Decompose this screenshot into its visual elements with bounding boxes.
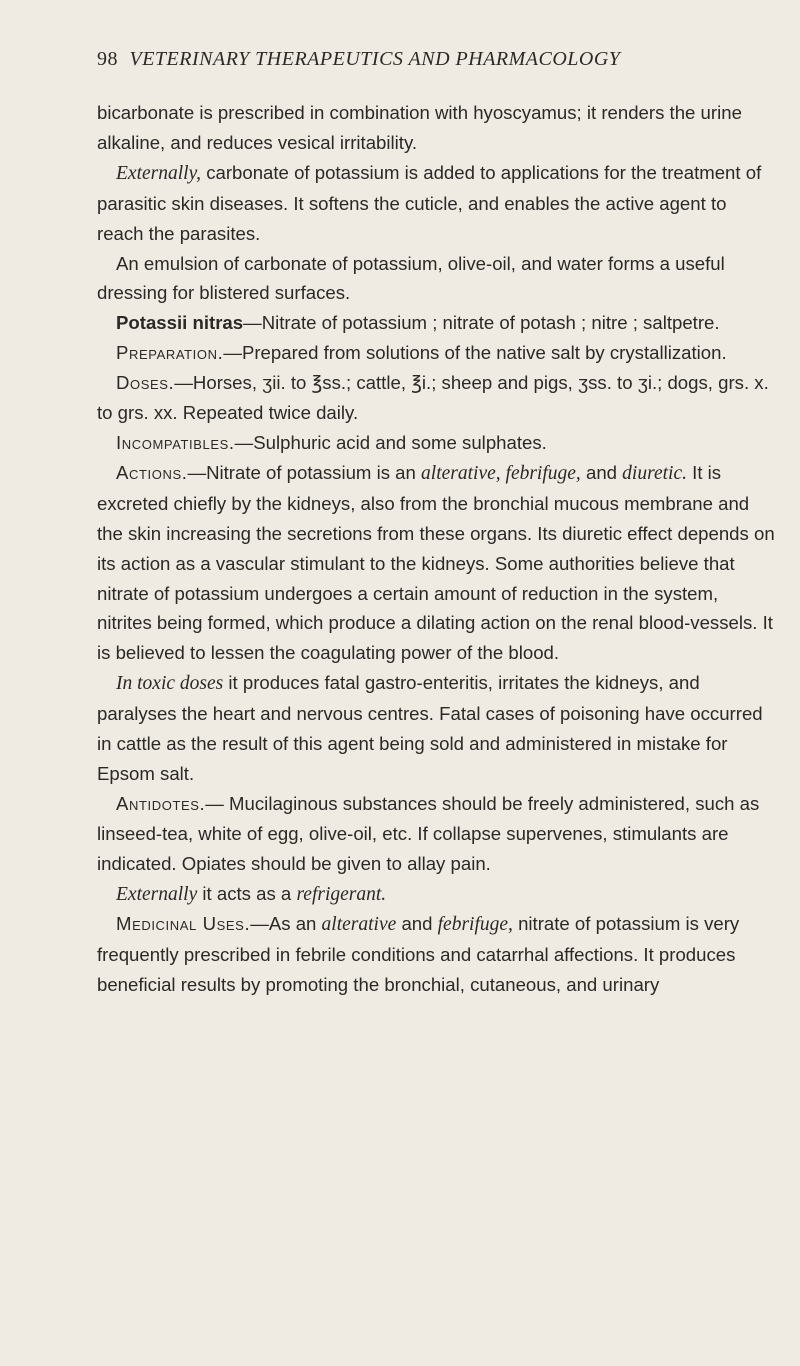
paragraph-incompatibles bbox=[97, 428, 777, 458]
paragraph-text: —Nitrate of potassium ; nitrate of potash ; nitre ; saltpetre. bbox=[243, 312, 720, 334]
paragraph-text: it produces fatal gastro-enteritis, irritates the kidneys, and paralyses the heart and nervous centres. Fatal cases of poisoning have occurred in cattle as the result of this agent being sold and administered in mistake for Epsom salt. bbox=[97, 672, 763, 784]
paragraph-preparation bbox=[97, 338, 777, 368]
paragraph-externally-refrigerant bbox=[97, 879, 777, 910]
paragraph-text: It is excreted chiefly by the kidneys, also from the bronchial mucous membrane and the skin increasing the secretions from these organs. Its diuretic effect depends on its action as a vascular stimulant to the kidneys. Some authorities believe that nitrate of potassium undergoes a certain amount of reduction in the system, nitrites being formed, which produce a dilating action on the renal blood-vessels. It is believed to lessen the coagulating power of the blood. bbox=[97, 461, 775, 664]
section-lead: Antidotes. bbox=[116, 792, 206, 814]
paragraph-text: An emulsion of carbonate of potassium, olive-oil, and water forms a useful dressing for blistered surfaces. bbox=[97, 252, 725, 304]
italic-phrase: febrifuge, bbox=[437, 914, 513, 936]
page-number: 98 bbox=[97, 48, 118, 70]
section-lead: Incompatibles. bbox=[116, 431, 235, 453]
italic-phrase: alterative, febrifuge, bbox=[421, 462, 581, 484]
section-lead: Actions. bbox=[116, 461, 188, 483]
italic-phrase: diuretic. bbox=[622, 462, 687, 484]
paragraph-text: and bbox=[580, 461, 623, 483]
section-lead: Doses. bbox=[116, 372, 175, 394]
paragraph-emulsion bbox=[97, 249, 777, 309]
paragraph-text: and bbox=[396, 913, 438, 935]
paragraph-text: nitrate of potassium is very frequently prescribed in febrile conditions and catarrhal affections. It produces beneficial results by promoting the bronchial, cutaneous, and urinary bbox=[97, 913, 740, 996]
italic-phrase: alterative bbox=[321, 914, 397, 936]
paragraph-text: —Sulphuric acid and some sulphates. bbox=[234, 431, 547, 453]
paragraph-text: —Nitrate of potassium is an bbox=[187, 461, 422, 483]
paragraph-text: —Prepared from solutions of the native salt by crystallization. bbox=[223, 342, 727, 364]
paragraph-text: carbonate of potassium is added to applications for the treatment of parasitic skin diseases. It softens the cuticle, and enables the active agent to reach the parasites. bbox=[97, 161, 762, 244]
paragraph-text: — Mucilaginous substances should be freely administered, such as linseed-tea, white of egg, olive-oil, etc. If collapse supervenes, stimulants are indicated. Opiates should be given to allay pain. bbox=[97, 792, 760, 874]
paragraph-externally-carbonate bbox=[97, 158, 777, 249]
paragraph-toxic-doses bbox=[97, 668, 777, 789]
section-lead: Preparation. bbox=[116, 342, 224, 364]
paragraph-actions bbox=[97, 458, 777, 668]
paragraph-continuation bbox=[97, 98, 777, 158]
paragraph-potassii-nitras bbox=[97, 308, 777, 338]
running-header bbox=[97, 48, 777, 71]
section-lead: Medicinal Uses. bbox=[116, 913, 251, 935]
drug-heading: Potassii nitras bbox=[116, 312, 244, 334]
italic-phrase: refrigerant. bbox=[296, 883, 387, 905]
italic-phrase: In toxic doses bbox=[116, 673, 224, 695]
paragraph-text: —Horses, ʒii. to ℥ss.; cattle, ℥i.; sheep and pigs, ʒss. to ʒi.; dogs, grs. x. to grs. xx. Repeated twice daily. bbox=[97, 372, 769, 424]
paragraph-medicinal-uses bbox=[97, 909, 777, 1000]
running-title: VETERINARY THERAPEUTICS AND PHARMACOLOGY bbox=[129, 48, 621, 70]
paragraph-doses bbox=[97, 368, 777, 428]
page-body bbox=[97, 98, 777, 1000]
paragraph-text: it acts as a bbox=[197, 882, 297, 904]
italic-phrase: Externally, bbox=[116, 162, 202, 184]
paragraph-text: bicarbonate is prescribed in combination with hyoscyamus; it renders the urine alkaline, and reduces vesical irritability. bbox=[97, 102, 742, 153]
italic-phrase: Externally bbox=[116, 883, 198, 905]
paragraph-antidotes bbox=[97, 789, 777, 879]
paragraph-text: —As an bbox=[250, 913, 322, 935]
